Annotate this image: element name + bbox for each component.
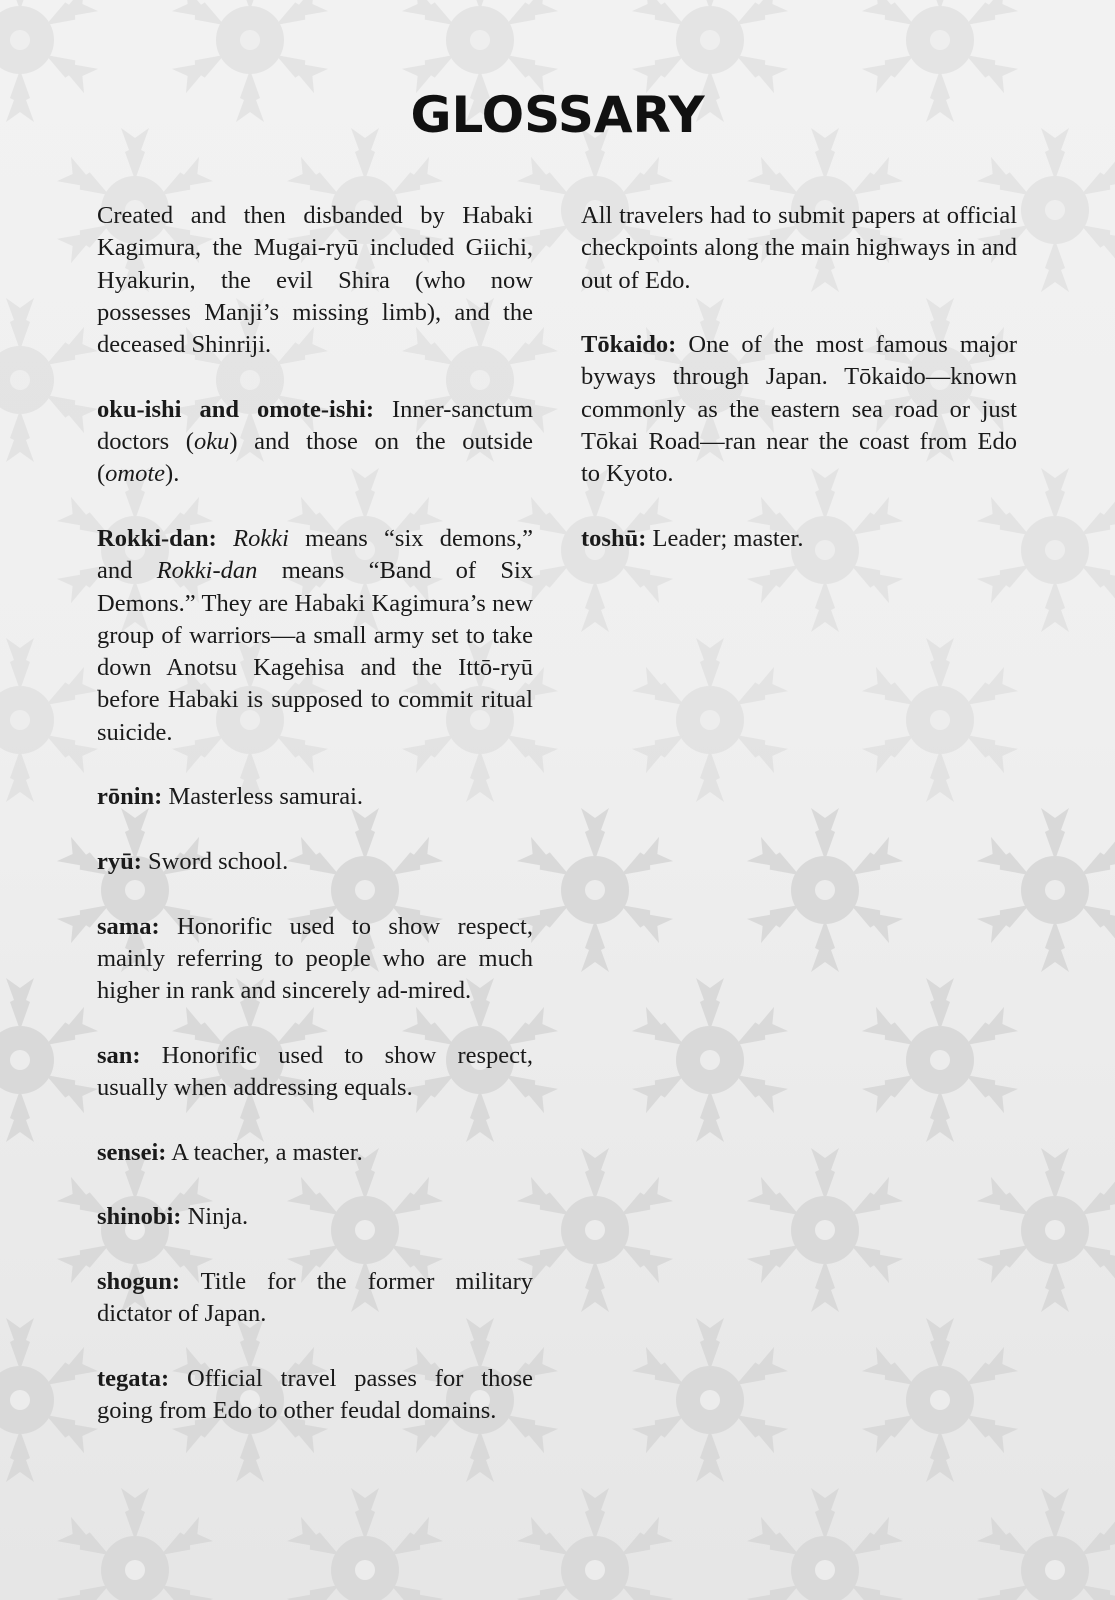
entry-definition: ) and those on the outside ( xyxy=(97,428,533,488)
entry-definition xyxy=(217,525,233,552)
entry-definition-italic: omote xyxy=(105,460,166,488)
entry-definition: means “Band of Six Demons.” They are Habaki Kagimura’s new group of warriors—a small army set to take down Anotsu Kagehisa and the Ittō-ryū before Habaki is supposed to commit ritual suicide. xyxy=(97,557,534,746)
entry-definition: Inner-sanctum doctors ( xyxy=(97,395,533,456)
glossary-entry-toshu xyxy=(581,523,1017,555)
entry-definition: means “six demons,” and xyxy=(97,524,533,585)
entry-term: oku-ishi and omote-ishi: xyxy=(97,395,374,423)
entry-definition: One of the most famous major byways through Japan. Tōkaido—known commonly as the eastern sea road or just Tōkai Road—ran near the coast from Edo to Kyoto. xyxy=(581,331,1017,488)
entry-term: ryū: xyxy=(97,847,142,875)
entry-definition: Sword school. xyxy=(141,847,289,875)
entry-definition: Official travel passes for those going from Edo to other feudal domains. xyxy=(97,1364,533,1424)
entry-definition: ). xyxy=(165,460,180,488)
glossary-entry-tegata xyxy=(97,1363,533,1428)
entry-term: toshū: xyxy=(581,524,647,552)
entry-term: Tōkaido: xyxy=(581,331,677,359)
glossary-entry-oku-ishi xyxy=(97,394,533,491)
entry-definition: Ninja. xyxy=(181,1203,249,1231)
glossary-entry-sensei xyxy=(97,1137,533,1169)
glossary-entry-shinobi xyxy=(97,1201,533,1233)
entry-definition: Honorific used to show respect, usually when addressing equals. xyxy=(97,1041,533,1102)
entry-definition-italic: oku xyxy=(193,428,230,456)
glossary-entry-rokki-dan xyxy=(97,523,533,749)
glossary-entry-sama xyxy=(97,911,533,1008)
left-column xyxy=(97,200,533,1427)
glossary-entry-mugai-ryu-continued xyxy=(97,200,533,361)
entry-definition: A teacher, a master. xyxy=(166,1138,363,1166)
entry-definition: All travelers had to submit papers at official checkpoints along the main highways in and out of Edo. xyxy=(581,202,1017,294)
page-title: GLOSSARY xyxy=(410,86,705,144)
entry-term: sama: xyxy=(97,912,160,940)
entry-definition: Honorific used to show respect, mainly referring to people who are much higher in rank and sincerely ad-mired. xyxy=(97,912,533,1005)
entry-definition: Leader; master. xyxy=(646,524,804,552)
entry-term: tegata: xyxy=(97,1364,170,1392)
entry-definition: Created and then disbanded by Habaki Kagimura, the Mugai-ryū included Giichi, Hyakurin, the evil Shira (who now possesses Manji’s missing limb), and the deceased Shinriji. xyxy=(97,202,533,359)
entry-definition-italic: Rokki xyxy=(233,524,289,552)
entry-definition: Title for the former military dictator of Japan. xyxy=(97,1267,533,1328)
glossary-entry-ryu xyxy=(97,846,533,878)
glossary-entry-ronin xyxy=(97,781,533,813)
glossary-entry-tegata-continued xyxy=(581,200,1017,297)
entry-term: shogun: xyxy=(97,1267,181,1295)
entry-definition-italic: Rokki-dan xyxy=(156,557,258,585)
entry-term: sensei: xyxy=(97,1138,167,1166)
entry-term: Rokki-dan: xyxy=(97,524,217,552)
entry-term: san: xyxy=(97,1041,141,1069)
entry-term: rōnin: xyxy=(97,783,163,811)
entry-term: shinobi: xyxy=(97,1203,182,1231)
entry-definition: Masterless samurai. xyxy=(162,783,364,811)
glossary-entry-tokaido xyxy=(581,329,1017,490)
glossary-entry-san xyxy=(97,1040,533,1105)
glossary-entry-shogun xyxy=(97,1266,533,1331)
right-column xyxy=(581,200,1017,555)
